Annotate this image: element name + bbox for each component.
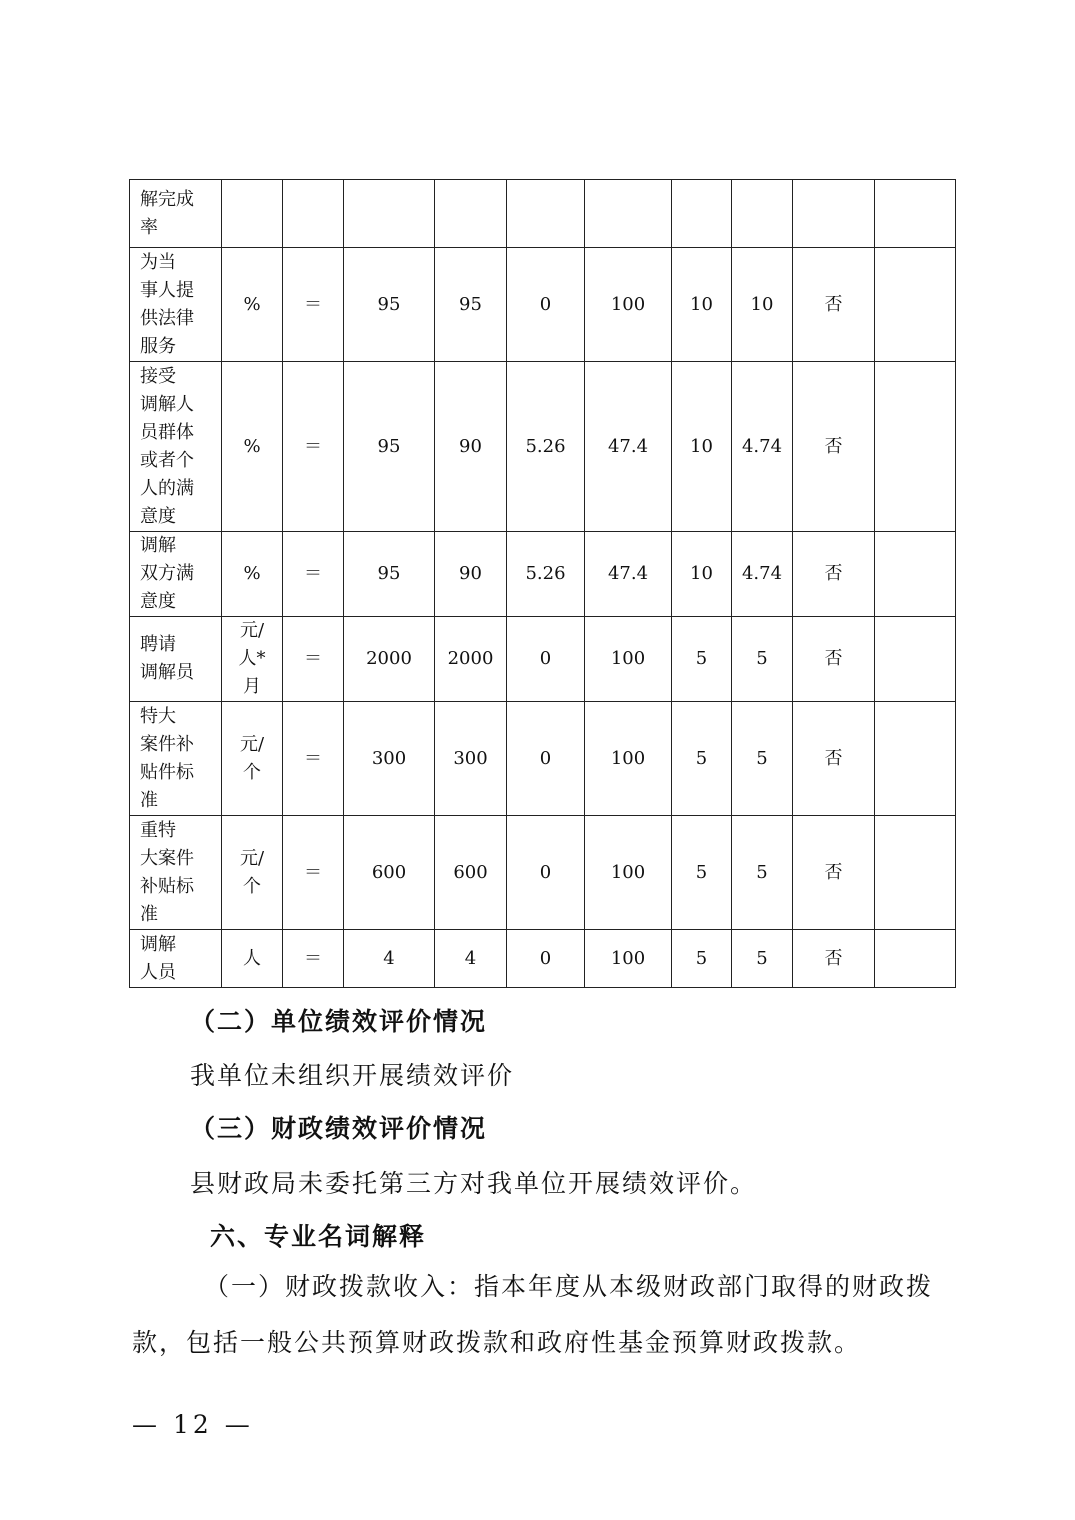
cell-text: 300 xyxy=(453,747,488,769)
cell-text: 5 xyxy=(695,947,708,969)
cell-text: 接受 调解人 员群体 或者个 人的满 意度 xyxy=(140,365,194,527)
cell-target xyxy=(344,617,435,702)
cell-text: 95 xyxy=(377,563,401,584)
cell-op xyxy=(283,816,344,930)
cell-target xyxy=(344,362,435,532)
cell-weight xyxy=(672,180,732,248)
cell-text: 5 xyxy=(695,747,708,769)
cell-unit xyxy=(222,702,283,816)
cell-deviation xyxy=(507,617,585,702)
cell-text: % xyxy=(243,563,261,584)
cell-text: ＝ xyxy=(304,435,322,457)
cell-text: 47.4 xyxy=(607,435,649,457)
cell-text: 0 xyxy=(539,947,552,969)
cell-text: 600 xyxy=(371,861,407,883)
cell-op xyxy=(283,702,344,816)
cell-score xyxy=(732,930,793,988)
cell-text: 2000 xyxy=(447,648,494,669)
cell-target xyxy=(344,816,435,930)
cell-text: 调解 双方满 意度 xyxy=(140,535,194,612)
cell-name xyxy=(130,930,222,988)
cell-text: 人 xyxy=(243,947,261,969)
cell-text: 100 xyxy=(610,861,646,883)
cell-text: 聘请 调解员 xyxy=(140,634,194,683)
cell-text: 0 xyxy=(539,293,552,315)
cell-text: 100 xyxy=(610,648,646,669)
cell-text: 5 xyxy=(756,747,768,769)
cell-note xyxy=(875,362,956,532)
cell-text: 否 xyxy=(824,435,843,457)
cell-actual xyxy=(435,617,507,702)
cell-weight xyxy=(672,816,732,930)
cell-text: 否 xyxy=(824,563,843,584)
cell-text: 元/ 个 xyxy=(239,847,265,897)
cell-text: 95 xyxy=(377,293,401,315)
cell-text: ＝ xyxy=(304,293,322,315)
cell-name xyxy=(130,702,222,816)
cell-text: ＝ xyxy=(304,648,322,669)
cell-flag xyxy=(793,532,875,617)
cell-weight xyxy=(672,248,732,362)
cell-text: 5 xyxy=(695,648,708,669)
cell-op xyxy=(283,617,344,702)
cell-text: 10 xyxy=(690,563,713,584)
cell-unit xyxy=(222,362,283,532)
finance-eval-heading: （三）财政绩效评价情况 xyxy=(190,1114,488,1143)
cell-weight xyxy=(672,702,732,816)
finance-eval-text: 县财政局未委托第三方对我单位开展绩效评价。 xyxy=(190,1169,758,1198)
cell-rate xyxy=(585,362,672,532)
cell-text: 否 xyxy=(824,747,843,769)
cell-score xyxy=(732,816,793,930)
cell-flag xyxy=(793,362,875,532)
cell-target xyxy=(344,180,435,248)
cell-text: % xyxy=(243,435,261,457)
cell-note xyxy=(875,248,956,362)
table-row xyxy=(130,180,956,248)
cell-text: ＝ xyxy=(304,861,322,883)
cell-unit xyxy=(222,180,283,248)
cell-actual xyxy=(435,180,507,248)
cell-text: 90 xyxy=(459,435,482,457)
cell-text: 0 xyxy=(539,747,552,769)
cell-deviation xyxy=(507,248,585,362)
cell-rate xyxy=(585,816,672,930)
cell-text: 10 xyxy=(690,293,713,315)
cell-text: 0 xyxy=(539,861,552,883)
table-row xyxy=(130,532,956,617)
cell-deviation xyxy=(507,180,585,248)
cell-text: 95 xyxy=(377,435,401,457)
cell-text: ＝ xyxy=(304,947,322,969)
cell-rate xyxy=(585,180,672,248)
cell-name xyxy=(130,816,222,930)
cell-deviation xyxy=(507,816,585,930)
cell-note xyxy=(875,617,956,702)
cell-target xyxy=(344,248,435,362)
cell-actual xyxy=(435,532,507,617)
cell-text: 特大 案件补 贴件标 准 xyxy=(140,705,194,811)
cell-deviation xyxy=(507,930,585,988)
cell-text: 否 xyxy=(824,293,843,315)
cell-score xyxy=(732,617,793,702)
cell-rate xyxy=(585,930,672,988)
cell-deviation xyxy=(507,702,585,816)
table-row xyxy=(130,617,956,702)
cell-op xyxy=(283,180,344,248)
cell-text: 600 xyxy=(453,861,488,883)
cell-score xyxy=(732,180,793,248)
cell-text: 4 xyxy=(383,947,395,969)
cell-text: 5.26 xyxy=(525,435,566,457)
cell-target xyxy=(344,532,435,617)
cell-target xyxy=(344,930,435,988)
cell-note xyxy=(875,180,956,248)
cell-rate xyxy=(585,702,672,816)
cell-unit xyxy=(222,816,283,930)
table-row xyxy=(130,930,956,988)
cell-text: 解完成 率 xyxy=(140,188,194,238)
cell-text: 否 xyxy=(824,648,843,669)
cell-weight xyxy=(672,362,732,532)
table-row xyxy=(130,816,956,930)
cell-score xyxy=(732,362,793,532)
cell-text: 90 xyxy=(459,563,482,584)
cell-name xyxy=(130,532,222,617)
cell-actual xyxy=(435,248,507,362)
cell-unit xyxy=(222,617,283,702)
cell-text: 10 xyxy=(750,293,774,315)
cell-weight xyxy=(672,532,732,617)
cell-op xyxy=(283,362,344,532)
cell-actual xyxy=(435,930,507,988)
terms-heading: 六、专业名词解释 xyxy=(210,1222,427,1251)
cell-text: 5 xyxy=(756,947,768,969)
cell-op xyxy=(283,930,344,988)
cell-weight xyxy=(672,930,732,988)
cell-text: 4.74 xyxy=(741,563,783,584)
cell-text: 否 xyxy=(824,947,843,969)
cell-text: 0 xyxy=(539,648,552,669)
cell-text: 300 xyxy=(371,747,407,769)
table-row xyxy=(130,362,956,532)
cell-actual xyxy=(435,362,507,532)
cell-text: 10 xyxy=(690,435,713,457)
cell-text: 100 xyxy=(610,947,646,969)
cell-rate xyxy=(585,248,672,362)
cell-flag xyxy=(793,702,875,816)
cell-text: 4.74 xyxy=(741,435,783,457)
cell-note xyxy=(875,930,956,988)
cell-text: 100 xyxy=(610,293,646,315)
cell-text: ＝ xyxy=(304,747,322,769)
cell-note xyxy=(875,532,956,617)
cell-op xyxy=(283,532,344,617)
cell-name xyxy=(130,180,222,248)
terms-paragraph: （一）财政拨款收入：指本年度从本级财政部门取得的财政拨款，包括一般公共预算财政拨款和政府性基金预算财政拨款。 xyxy=(132,1272,934,1357)
cell-text: 5 xyxy=(695,861,708,883)
cell-unit xyxy=(222,930,283,988)
unit-eval-text: 我单位未组织开展绩效评价 xyxy=(190,1061,515,1090)
cell-score xyxy=(732,532,793,617)
cell-flag xyxy=(793,816,875,930)
cell-text: 5.26 xyxy=(525,563,566,584)
cell-text: 5 xyxy=(756,861,768,883)
page-number: — 12 — xyxy=(132,1410,254,1439)
cell-text: 2000 xyxy=(366,648,412,669)
cell-text: 元/ 人* 月 xyxy=(238,620,266,697)
table-row xyxy=(130,702,956,816)
cell-name xyxy=(130,248,222,362)
cell-deviation xyxy=(507,532,585,617)
unit-eval-heading: （二）单位绩效评价情况 xyxy=(190,1007,488,1036)
table-row xyxy=(130,248,956,362)
cell-text: 47.4 xyxy=(607,563,649,584)
cell-flag xyxy=(793,617,875,702)
cell-text: 调解 人员 xyxy=(140,933,176,983)
cell-text: 否 xyxy=(824,861,843,883)
cell-weight xyxy=(672,617,732,702)
cell-score xyxy=(732,248,793,362)
cell-text: % xyxy=(243,293,261,315)
performance-table xyxy=(129,179,956,988)
cell-actual xyxy=(435,702,507,816)
cell-op xyxy=(283,248,344,362)
cell-name xyxy=(130,362,222,532)
cell-actual xyxy=(435,816,507,930)
cell-text: 100 xyxy=(610,747,646,769)
cell-text: 95 xyxy=(459,293,482,315)
cell-text: 5 xyxy=(756,648,768,669)
cell-rate xyxy=(585,617,672,702)
cell-unit xyxy=(222,248,283,362)
cell-text: 为当 事人提 供法律 服务 xyxy=(140,251,194,357)
cell-text: 4 xyxy=(464,947,477,969)
cell-note xyxy=(875,816,956,930)
cell-text: 重特 大案件 补贴标 准 xyxy=(140,819,194,925)
cell-unit xyxy=(222,532,283,617)
cell-flag xyxy=(793,248,875,362)
cell-text: 元/ 个 xyxy=(239,733,265,783)
cell-text: ＝ xyxy=(304,563,322,584)
cell-note xyxy=(875,702,956,816)
cell-target xyxy=(344,702,435,816)
cell-flag xyxy=(793,180,875,248)
cell-name xyxy=(130,617,222,702)
cell-deviation xyxy=(507,362,585,532)
cell-rate xyxy=(585,532,672,617)
cell-score xyxy=(732,702,793,816)
cell-flag xyxy=(793,930,875,988)
